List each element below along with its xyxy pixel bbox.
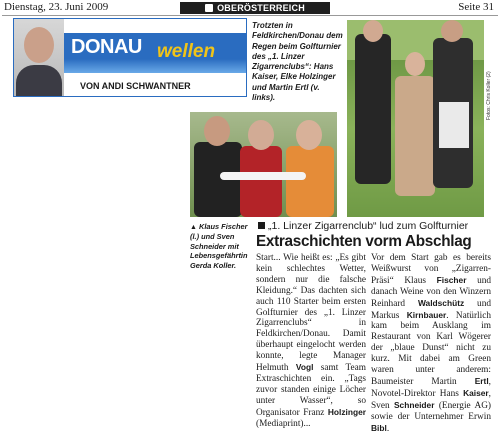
text-run: (Energie AG) sowie der Unternehmer Erwin — [371, 400, 492, 422]
article-column-1 — [256, 253, 366, 430]
section-title — [180, 2, 330, 14]
person-name: Vogl — [295, 362, 314, 373]
text-run: , Novotel-Direktor Hans — [371, 376, 491, 399]
column-header-box — [13, 18, 247, 97]
person-name: Schneider — [393, 399, 435, 410]
photo-golfers-group — [347, 20, 484, 217]
person-head-center — [405, 52, 425, 76]
portrait-shoulders — [16, 65, 62, 96]
photo-caption-left — [190, 222, 256, 270]
person-name: Kaiser — [463, 387, 489, 398]
person-head-left — [363, 20, 383, 42]
issue-date: Dienstag, 23. Juni 2009 — [4, 1, 109, 13]
person-figure-center — [240, 146, 282, 217]
photo-caption-top: Trotzten in Feldkirchen/Donau dem Regen beim Golfturnier des „1. Linzer Zigarrenclubs“: Hans Kaiser, Elke Holzinger und Martin Ertl (v. links). — [252, 21, 343, 103]
person-trousers-right — [439, 102, 469, 148]
cigar-bundle — [220, 172, 306, 180]
kicker-bullet-icon — [258, 222, 265, 229]
person-name: Fischer — [436, 274, 467, 285]
page-number: Seite 31 — [458, 1, 494, 13]
kicker-text: „1. Linzer Zigarrenclub“ lud zum Golfturnier — [268, 220, 469, 232]
column-logo-part2: wellen — [157, 41, 216, 62]
text-run: . Natürlich kam beim Ausklang im Restaurant von Karl Wögerer der „blaue Dunst“ nicht zu kurz. Mit dabei am Green waren unter anderem: Baumeister Martin — [371, 310, 491, 387]
text-run: (Mediaprint)... — [256, 418, 311, 429]
person-name: Holzinger — [327, 406, 367, 417]
person-name: Ertl — [474, 375, 489, 386]
section-label: OBERÖSTERREICH — [217, 3, 305, 13]
person-name: Kirnbauer — [406, 309, 447, 320]
person-figure-center — [395, 76, 435, 196]
text-run: , Sven — [371, 388, 491, 411]
column-logo-part1: DONAU — [71, 36, 142, 58]
article-column-2 — [371, 253, 491, 435]
text-run: . — [386, 423, 390, 434]
article-headline: Extraschichten vorm Abschlag — [256, 233, 472, 250]
person-head-right — [441, 20, 463, 42]
text-run: und Markus — [371, 298, 491, 321]
person-figure-right — [286, 146, 334, 217]
caption-marker-icon: ▲ — [190, 224, 197, 231]
wave-shape — [64, 59, 246, 73]
text-run: Vor dem Start gab es bereits Weißwurst von „Zigarren-Präsi“ Klaus — [371, 253, 491, 286]
person-name: Waldschütz — [417, 297, 465, 308]
photo-golfers-trio — [190, 112, 337, 217]
portrait-head — [24, 27, 54, 63]
header-rule — [2, 15, 498, 16]
person-head-center — [248, 120, 274, 150]
photo-credit: Fotos: Chris Koller (2) — [486, 71, 492, 120]
article-kicker — [258, 220, 468, 232]
text-run: samt Team Extraschichten ein. „Tags zuvor standen einige Löcher unter Wasser“, so Organisator Franz — [256, 363, 367, 418]
person-head-right — [296, 120, 322, 150]
person-figure-left — [355, 34, 391, 184]
text-run: Start... Wie heißt es: „Es gibt kein schlechtes Wetter, sondern nur die falsche Kleidung.“ Das dachten sich auch 110 Starter beim ersten Golfturnier des „1. Linzer Zigarrenclubs“ in Feldkirchen/Donau. Damit überhaupt eingelocht werden konnte, legte Manager Helmuth — [256, 253, 366, 374]
caption-left-text: Klaus Fischer (l.) und Sven Schneider mit Lebensgefährtin Gerda Koller. — [190, 222, 248, 270]
person-head-left — [204, 116, 230, 146]
column-byline: VON ANDI SCHWANTNER — [80, 81, 191, 91]
person-name: Bibl — [371, 422, 387, 433]
crest-icon — [205, 4, 213, 12]
author-portrait — [14, 19, 64, 96]
text-run: und danach Weine von den Winzern Reinhard — [371, 275, 492, 309]
